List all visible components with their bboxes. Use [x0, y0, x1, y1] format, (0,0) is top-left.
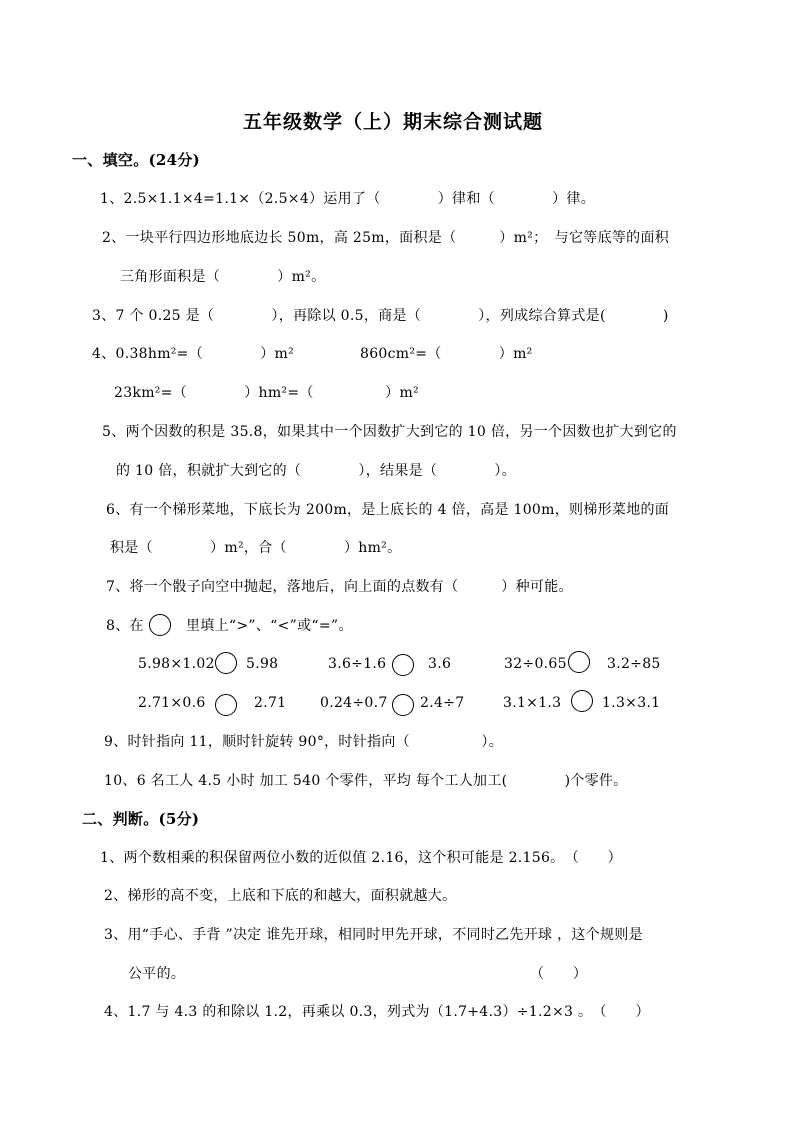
question-1-8-suffix: 里填上“>”、“<”或“=”。 [186, 618, 353, 634]
compare-right: 1.3×3.1 [602, 695, 661, 711]
compare-left: 3.1×1.3 [503, 695, 562, 711]
question-1-4-line2: 23km²=（ ）hm²=（ ）m² [114, 385, 419, 401]
comparison-circle-example [149, 614, 171, 636]
compare-left: 0.24÷0.7 [320, 695, 388, 711]
page-title: 五年级数学（上）期末综合测试题 [243, 111, 544, 133]
compare-answer-circle[interactable] [392, 654, 414, 676]
question-2-2: 2、梯形的高不变，上底和下底的和越大，面积就越大。 [104, 888, 457, 904]
compare-right: 3.2÷85 [607, 656, 661, 672]
question-1-4-b: 860cm²=（ ）m² [360, 346, 533, 362]
question-1-5-line1: 5、两个因数的积是 35.8，如果其中一个因数扩大到它的 10 倍，另一个因数也扩大到它的 [102, 424, 677, 440]
compare-right: 2.71 [254, 695, 287, 711]
question-2-3-line1: 3、用“手心、手背 ”决定 谁先开球，相同时甲先开球，不同时乙先开球 ，这个规则是 [104, 927, 643, 943]
question-2-4: 4、1.7 与 4.3 的和除以 1.2，再乘以 0.3，列式为（1.7+4.3）÷1.2×3 。 （ ） [104, 1004, 650, 1020]
question-1-8-prefix: 8、在 [106, 618, 144, 634]
compare-answer-circle[interactable] [568, 651, 590, 673]
question-1-3: 3、7 个 0.25 是（ ），再除以 0.5，商是（ ），列成综合算式是( ) [92, 308, 669, 324]
question-1-4-a: 4、0.38hm²=（ ）m² [92, 346, 295, 362]
question-2-3-line2: 公平的。 [128, 966, 186, 982]
question-1-6-line2: 积是（ ）m²，合（ ）hm²。 [110, 540, 402, 556]
compare-left: 5.98×1.02 [138, 656, 215, 672]
question-2-3-answer-blank: （ ） [530, 966, 588, 982]
question-1-1: 1、2.5×1.1×4=1.1×（2.5×4）运用了（ ）律和（ ）律。 [100, 191, 596, 207]
question-1-5-line2: 的 10 倍，积就扩大到它的（ ），结果是（ ）。 [116, 463, 517, 479]
question-1-9: 9、时针指向 11，顺时针旋转 90°，时针指向（ ）。 [104, 734, 504, 750]
compare-right: 5.98 [246, 656, 279, 672]
compare-right: 3.6 [428, 656, 452, 672]
question-1-7: 7、将一个骰子向空中抛起，落地后，向上面的点数有（ ）种可能。 [106, 579, 573, 595]
section-1-heading: 一、填空。(24分) [72, 151, 201, 169]
section-2-heading: 二、判断。(5分) [82, 810, 200, 828]
question-2-1: 1、两个数相乘的积保留两位小数的近似值 2.16，这个积可能是 2.156。 （ ） [100, 850, 622, 866]
compare-left: 3.6÷1.6 [328, 656, 387, 672]
compare-answer-circle[interactable] [215, 694, 237, 716]
compare-answer-circle[interactable] [392, 694, 414, 716]
compare-answer-circle[interactable] [215, 652, 237, 674]
compare-left: 2.71×0.6 [138, 695, 206, 711]
question-1-2-line1: 2、一块平行四边形地底边长 50m，高 25m，面积是（ ）m²； 与它等底等的面积 [102, 230, 670, 246]
question-1-6-line1: 6、有一个梯形菜地，下底长为 200m，是上底长的 4 倍，高是 100m，则梯形菜地的面 [106, 502, 670, 518]
question-1-10: 10、6 名工人 4.5 小时 加工 540 个零件，平均 每个工人加工( )个零件。 [104, 773, 628, 789]
compare-left: 32÷0.65 [504, 656, 567, 672]
question-1-2-line2: 三角形面积是（ ）m²。 [120, 269, 326, 285]
compare-answer-circle[interactable] [571, 690, 593, 712]
compare-right: 2.4÷7 [420, 695, 465, 711]
